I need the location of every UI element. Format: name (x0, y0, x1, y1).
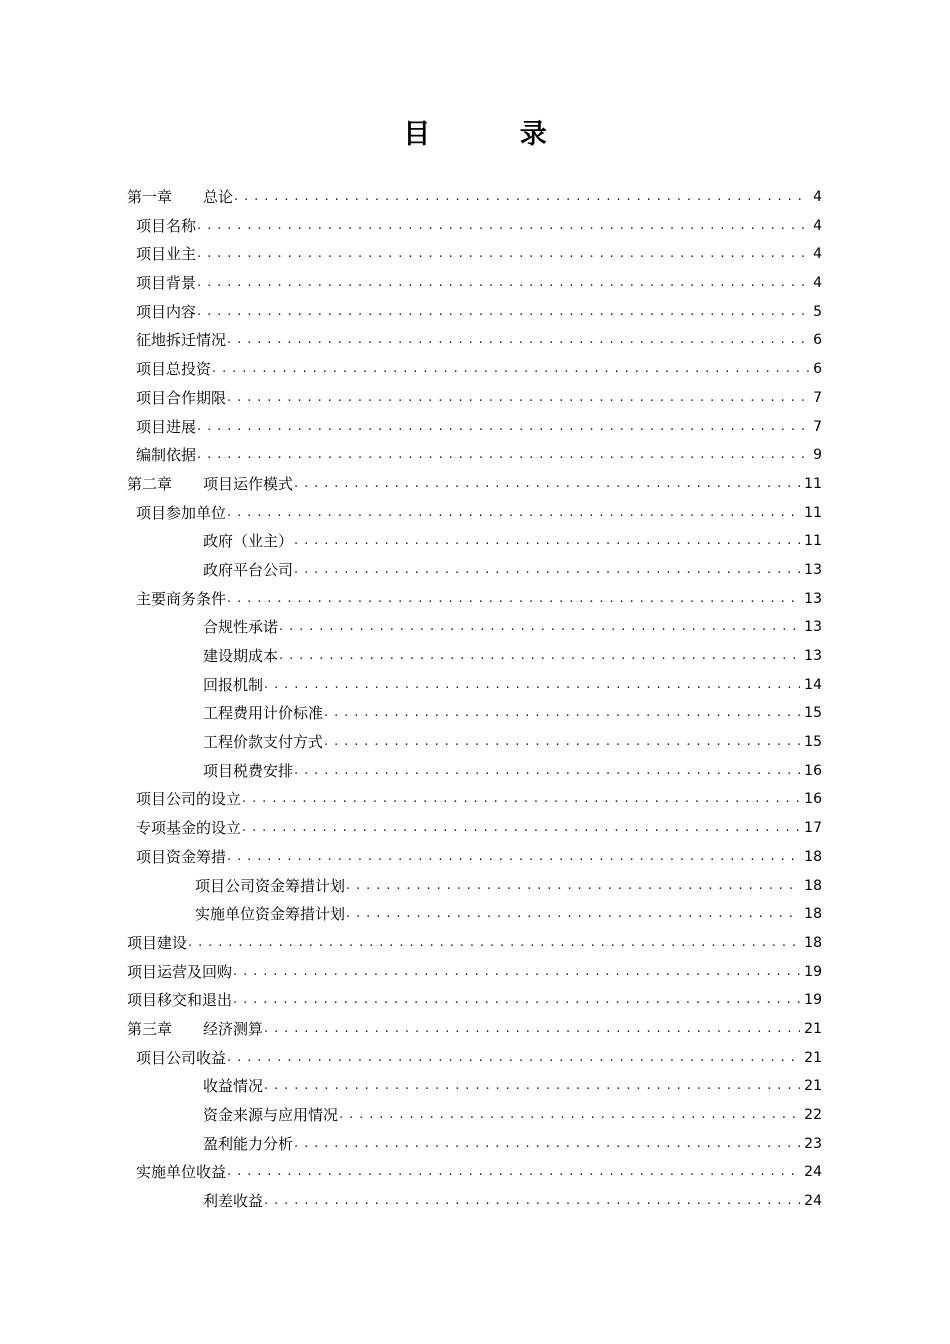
toc-entry-title: 项目名称 (136, 216, 197, 235)
toc-page-number: 11 (804, 475, 822, 492)
toc-dot-leader (227, 384, 809, 413)
toc-entry-label (127, 986, 232, 1015)
toc-dot-leader (227, 585, 800, 614)
toc-dot-leader (339, 1101, 800, 1130)
toc-entry[interactable] (0, 413, 822, 442)
toc-entry[interactable] (0, 441, 822, 470)
toc-entry[interactable] (0, 384, 822, 413)
toc-dot-leader (324, 699, 800, 728)
toc-dot-leader (346, 900, 800, 929)
toc-entry-label (195, 872, 345, 901)
toc-dot-leader (197, 240, 809, 269)
toc-dot-leader (197, 269, 809, 298)
toc-entry[interactable] (0, 900, 822, 929)
toc-dot-leader (197, 413, 809, 442)
toc-entry-title: 政府平台公司 (203, 560, 294, 579)
toc-entry-label (136, 1158, 226, 1187)
toc-entry-title: 项目税费安排 (203, 761, 294, 780)
toc-entry-label (136, 355, 211, 384)
toc-page-number: 18 (804, 906, 822, 923)
toc-page-number: 23 (804, 1135, 822, 1152)
toc-entry[interactable] (0, 785, 822, 814)
toc-page-number: 21 (804, 1078, 822, 1095)
toc-page-number: 4 (813, 275, 822, 292)
toc-chapter-number: 第三章 (127, 1019, 173, 1038)
toc-entry[interactable] (0, 986, 822, 1015)
toc-page-number: 22 (804, 1107, 822, 1123)
toc-dot-leader (242, 785, 800, 814)
toc-page-number: 19 (804, 992, 822, 1009)
toc-dot-leader (264, 1072, 800, 1101)
toc-entry[interactable] (0, 757, 822, 786)
toc-entry[interactable] (0, 585, 822, 614)
toc-entry-title: 工程费用计价标准 (203, 704, 324, 723)
toc-entry[interactable] (0, 929, 822, 958)
toc-entry[interactable] (0, 298, 822, 327)
toc-entry-title: 征地拆迁情况 (136, 331, 227, 350)
toc-entry-label (203, 728, 323, 757)
toc-entry-title: 项目内容 (136, 302, 197, 321)
toc-entry-title: 项目业主 (136, 245, 197, 264)
toc-entry[interactable] (0, 843, 822, 872)
toc-entry-title: 资金来源与应用情况 (203, 1106, 339, 1124)
toc-entry-title: 项目公司收益 (136, 1048, 227, 1067)
toc-page-number: 15 (804, 705, 822, 722)
toc-entry[interactable] (0, 1158, 822, 1187)
toc-entry[interactable] (0, 355, 822, 384)
toc-entry-label (203, 671, 263, 700)
toc-entry[interactable] (0, 470, 822, 499)
toc-dot-leader (279, 642, 800, 671)
toc-entry-title: 实施单位资金筹措计划 (195, 905, 346, 924)
toc-entry-label (203, 1130, 293, 1159)
toc-dot-leader (294, 757, 800, 786)
toc-page-number: 21 (804, 1020, 822, 1037)
toc-page-number: 24 (804, 1193, 822, 1210)
toc-entry-title: 经济测算 (203, 1019, 264, 1038)
toc-entry-title: 利差收益 (203, 1192, 264, 1211)
toc-dot-leader (197, 298, 809, 327)
toc-page-number: 11 (804, 533, 822, 550)
toc-dot-leader (242, 814, 800, 843)
toc-entry-label (136, 413, 196, 442)
toc-entry-label (136, 1044, 226, 1073)
toc-page-number: 7 (813, 418, 822, 435)
table-of-contents (0, 183, 950, 1216)
toc-dot-leader (212, 355, 809, 384)
toc-entry-title: 项目公司的设立 (136, 790, 242, 809)
toc-entry[interactable] (0, 671, 822, 700)
toc-entry[interactable] (0, 613, 822, 642)
toc-entry[interactable] (0, 527, 822, 556)
toc-entry[interactable] (0, 728, 822, 757)
toc-entry[interactable] (0, 699, 822, 728)
toc-dot-leader (279, 613, 800, 642)
toc-entry-title: 项目公司资金筹措计划 (195, 876, 346, 895)
toc-page-number: 13 (804, 590, 822, 607)
toc-entry-title: 项目移交和退出 (127, 991, 233, 1010)
toc-dot-leader (346, 872, 800, 901)
toc-entry-label (136, 240, 196, 269)
toc-page-number: 21 (804, 1049, 822, 1066)
toc-entry-label (127, 929, 187, 958)
toc-entry-label (127, 958, 232, 987)
toc-entry-label (136, 785, 241, 814)
toc-entry-title: 政府（业主） (203, 532, 294, 551)
toc-page-number: 4 (813, 217, 822, 234)
toc-dot-leader (233, 986, 800, 1015)
toc-entry-title: 盈利能力分析 (203, 1134, 294, 1153)
toc-entry-label (203, 613, 278, 642)
toc-entry-title: 项目建设 (127, 933, 188, 952)
toc-entry[interactable] (0, 183, 822, 212)
toc-entry-label (136, 298, 196, 327)
toc-dot-leader (197, 212, 809, 241)
toc-entry[interactable] (0, 958, 822, 987)
toc-dot-leader (233, 958, 800, 987)
toc-dot-leader (227, 326, 809, 355)
toc-page-number: 13 (804, 561, 822, 578)
toc-entry-title: 编制依据 (136, 446, 197, 465)
toc-dot-leader (264, 671, 800, 700)
toc-dot-leader (294, 1130, 800, 1159)
toc-dot-leader (234, 183, 809, 212)
toc-entry[interactable] (0, 326, 822, 355)
toc-entry[interactable] (0, 212, 822, 241)
toc-chapter-number: 第二章 (127, 474, 173, 493)
toc-page-number: 18 (804, 877, 822, 894)
toc-entry[interactable] (0, 556, 822, 585)
toc-entry-label (203, 642, 278, 671)
toc-page-number: 16 (804, 762, 822, 779)
toc-page-number: 6 (813, 361, 822, 378)
toc-entry-label (203, 757, 293, 786)
toc-entry-title: 合规性承诺 (203, 618, 279, 637)
toc-entry-title: 项目背景 (136, 274, 197, 293)
toc-entry-title: 项目进展 (136, 417, 197, 436)
toc-entry-title: 回报机制 (203, 675, 264, 694)
toc-dot-leader (227, 843, 800, 872)
toc-entry-title: 收益情况 (203, 1077, 264, 1096)
toc-entry-title: 总论 (203, 188, 234, 206)
toc-dot-leader (294, 556, 800, 585)
toc-entry[interactable] (0, 1187, 822, 1216)
toc-entry-title: 主要商务条件 (136, 589, 227, 608)
toc-entry-label (203, 1187, 263, 1216)
toc-entry-title: 项目合作期限 (136, 388, 227, 407)
toc-dot-leader (227, 1044, 800, 1073)
toc-entry[interactable] (0, 269, 822, 298)
toc-entry[interactable] (0, 872, 822, 901)
toc-entry-label (136, 843, 226, 872)
toc-dot-leader (294, 470, 800, 499)
toc-entry[interactable] (0, 642, 822, 671)
toc-page-number: 19 (804, 963, 822, 980)
toc-page-number: 7 (813, 389, 822, 406)
toc-entry-label (203, 1072, 263, 1101)
toc-dot-leader (188, 929, 800, 958)
toc-entry-title: 项目运营及回购 (127, 962, 233, 981)
toc-page-number: 14 (804, 676, 822, 693)
toc-page-number: 6 (813, 332, 822, 349)
toc-entry-label (136, 441, 196, 470)
toc-page-number: 18 (804, 934, 822, 951)
toc-chapter-number: 第一章 (127, 188, 173, 206)
toc-entry-title: 项目资金筹措 (136, 847, 227, 866)
toc-page-number: 18 (804, 848, 822, 865)
toc-entry-label (203, 699, 323, 728)
toc-entry[interactable] (0, 1101, 822, 1130)
toc-entry-label (136, 384, 226, 413)
toc-entry[interactable] (0, 1015, 822, 1044)
toc-entry-label (136, 585, 226, 614)
toc-entry-label (136, 269, 196, 298)
toc-dot-leader (264, 1187, 800, 1216)
toc-page-number: 4 (813, 246, 822, 263)
toc-entry[interactable] (0, 1044, 822, 1073)
toc-entry-label (203, 556, 293, 585)
toc-entry-label (203, 1101, 338, 1130)
toc-title: 目 录 (403, 119, 587, 150)
toc-entry-label (136, 814, 241, 843)
toc-page-number: 13 (804, 648, 822, 664)
toc-page-number: 5 (813, 303, 822, 320)
toc-entry[interactable] (0, 240, 822, 269)
toc-entry[interactable] (0, 499, 822, 528)
toc-entry-label (136, 212, 196, 241)
toc-page-number: 13 (804, 619, 822, 636)
toc-entry-title: 建设期成本 (203, 647, 279, 665)
toc-page-number: 24 (804, 1164, 822, 1181)
toc-entry-label (127, 1015, 263, 1044)
toc-dot-leader (227, 1158, 800, 1187)
toc-dot-leader (324, 728, 800, 757)
toc-page-number: 9 (813, 447, 822, 464)
toc-entry[interactable] (0, 814, 822, 843)
toc-page-number: 4 (813, 189, 822, 205)
toc-page-number: 16 (804, 791, 822, 808)
toc-entry[interactable] (0, 1072, 822, 1101)
toc-entry[interactable] (0, 1130, 822, 1159)
toc-dot-leader (197, 441, 809, 470)
toc-page-number: 11 (804, 504, 822, 521)
toc-entry-label (203, 527, 293, 556)
toc-entry-label (127, 183, 233, 212)
toc-dot-leader (264, 1015, 800, 1044)
toc-dot-leader (294, 527, 800, 556)
toc-entry-label (136, 326, 226, 355)
toc-entry-title: 实施单位收益 (136, 1163, 227, 1182)
toc-entry-title: 项目参加单位 (136, 503, 227, 522)
toc-entry-label (136, 499, 226, 528)
toc-page-number: 17 (804, 820, 822, 837)
toc-dot-leader (227, 499, 800, 528)
toc-page-number: 15 (804, 734, 822, 751)
toc-entry-label (127, 470, 293, 499)
toc-entry-title: 专项基金的设立 (136, 819, 242, 838)
toc-entry-title: 项目总投资 (136, 360, 212, 379)
toc-entry-title: 项目运作模式 (203, 474, 294, 493)
toc-entry-title: 工程价款支付方式 (203, 733, 324, 752)
toc-entry-label (195, 900, 345, 929)
